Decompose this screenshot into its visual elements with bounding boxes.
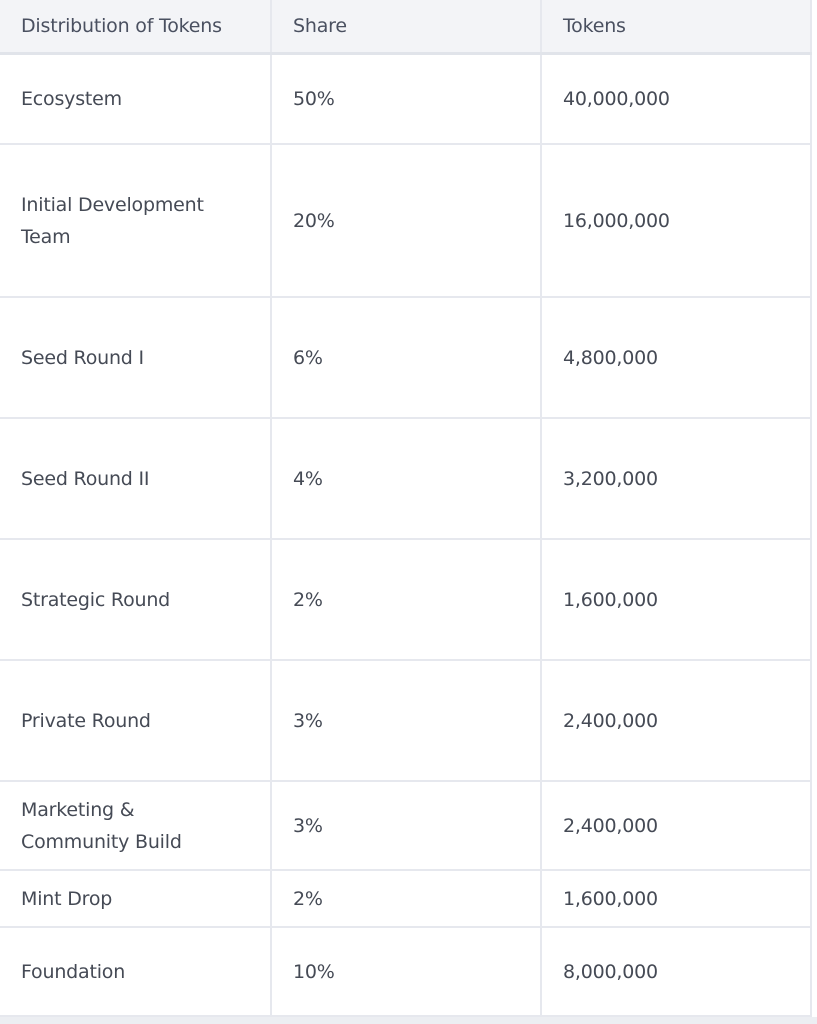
cell-share: 50% [271,53,541,144]
header-distribution: Distribution of Tokens [0,0,271,53]
cell-tokens: 3,200,000 [541,418,811,539]
table-row [0,418,811,539]
cell-tokens: 16,000,000 [541,144,811,297]
bottom-divider [0,1017,817,1024]
header-row [0,0,811,53]
cell-distribution: Marketing & Community Build [0,781,271,870]
cell-tokens: 8,000,000 [541,927,811,1016]
cell-distribution: Strategic Round [0,539,271,660]
cell-tokens: 1,600,000 [541,539,811,660]
cell-tokens: 2,400,000 [541,660,811,781]
cell-tokens: 1,600,000 [541,870,811,927]
cell-share: 2% [271,539,541,660]
cell-share: 10% [271,927,541,1016]
cell-distribution: Seed Round I [0,297,271,418]
cell-distribution: Foundation [0,927,271,1016]
table-row [0,927,811,1016]
table-body [0,53,811,1016]
table-row [0,870,811,927]
cell-tokens: 2,400,000 [541,781,811,870]
table-row [0,53,811,144]
cell-share: 3% [271,660,541,781]
header-share: Share [271,0,541,53]
cell-tokens: 4,800,000 [541,297,811,418]
table-header [0,0,811,53]
cell-distribution: Private Round [0,660,271,781]
table-row [0,297,811,418]
cell-share: 20% [271,144,541,297]
table-row [0,539,811,660]
table-row [0,781,811,870]
cell-distribution: Ecosystem [0,53,271,144]
cell-share: 3% [271,781,541,870]
cell-distribution: Mint Drop [0,870,271,927]
cell-share: 4% [271,418,541,539]
table-row [0,144,811,297]
table-row [0,660,811,781]
cell-tokens: 40,000,000 [541,53,811,144]
cell-distribution: Initial Development Team [0,144,271,297]
cell-share: 6% [271,297,541,418]
header-tokens: Tokens [541,0,811,53]
cell-distribution: Seed Round II [0,418,271,539]
cell-share: 2% [271,870,541,927]
